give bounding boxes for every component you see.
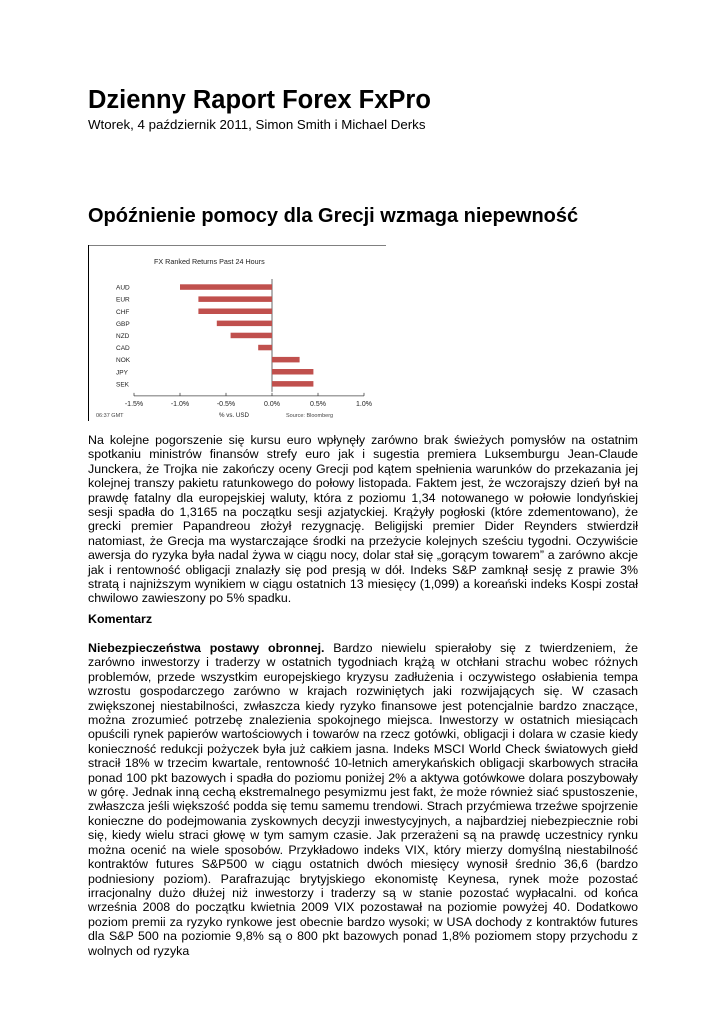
- komentarz-heading: Komentarz: [88, 612, 153, 626]
- bar: [272, 357, 300, 363]
- fx-returns-chart: [88, 245, 388, 421]
- commentary-paragraph: [88, 641, 638, 958]
- bar: [198, 309, 272, 315]
- x-tick-label: 0.0%: [264, 400, 280, 408]
- bar: [258, 345, 272, 351]
- report-title: Dzienny Raport Forex FxPro: [88, 86, 431, 114]
- bar: [231, 333, 272, 339]
- bar: [272, 381, 313, 387]
- intro-paragraph: Na kolejne pogorszenie się kursu euro wpłynęły zarówno brak świeżych pomysłów na ostatnim spotkaniu ministrów finansów strefy euro jak i sugestia premiera Luksemburgu Jean-Claude Junckera, że Trojka nie zakończy oceny Grecji pod kątem spełnienia warunków do przekazania jej kolejnej transzy pakietu ratunkowego do połowy listopada. Faktem jest, że wczorajszy dzień był na prawdę fatalny dla europejskiej waluty, która z poziomu 1,34 notowanego w połowie londyńskiej sesji spadła do 1,3165 na początku sesji azjatyckiej. Krążyły pogłoski (które zdementowano), że grecki premier Papandreou złożył rezygnację. Beligijski premier Dider Reynders stwierdził natomiast, że Grecja ma wystarczające środki na przeżycie kolejnych sześciu tygodni. Oczywiście awersja do ryzyka była nadal żywa w ciągu nocy, dolar stał się „gorącym towarem” a zarówno akcje jak i rentowność obligacji znalazły się pod presją w dół. Indeks S&P zamknął sesję z prawie 3% stratą i najniższym wynikiem w ciągu ostatnich 13 miesięcy (1,099) a koreański indeks Kospi został chwilowo zawieszony po 5% spadku.: [88, 433, 638, 606]
- x-tick-label: 0.5%: [310, 400, 326, 408]
- x-tick-label: -1.5%: [124, 400, 144, 408]
- x-tick-label: -1.0%: [170, 400, 190, 408]
- chart-source: Source: Bloomberg: [286, 412, 334, 419]
- x-tick-label: -0.5%: [216, 400, 236, 408]
- chart-title: FX Ranked Returns Past 24 Hours: [154, 257, 265, 266]
- bar: [217, 321, 272, 327]
- commentary-body: Bardzo niewielu spierałoby się z twierdzeniem, że zarówno inwestorzy i traderzy w ostatnich tygodniach krążą w otchłani strachu wobec różnych problemów, przede wszystkim europejskiego kryzysu zadłużenia i oczywistego osłabienia tempa wzrostu gospodarczego zarówno w krajach rozwiniętych jaki rozwijających się. W czasach zwiększonej niestabilności, zwłaszcza kiedy ryzyko finansowe jest potencjalnie bardzo znaczące, można zrozumieć potrzebę znalezienia spokojnego miejsca. Inwestorzy w ostatnich miesiącach opuścili rynek papierów wartościowych i towarów na rzecz gotówki, obligacji i dolara w czasie kiedy konieczność redukcji pożyczek była już całkiem jasna. Indeks MSCI World Check światowych giełd stracił 18% w trzecim kwartale, rentowność 10-letnich amerykańskich obligacji skarbowych straciła ponad 100 pkt bazowych i spadła do poziomu poniżej 2% a aktywa gotówkowe dolara poszybowały w górę. Jednak inną cechą ekstremalnego pesymizmu jest fakt, że może również siać spustoszenie, zwłaszcza jeśli większość podda się temu samemu trendowi. Strach przyćmiewa trzeźwe spojrzenie konieczne do podejmowania zyskownych decyzji inwestycyjnych, a najbardziej niebezpiecznie robi się, kiedy wielu straci głowę w tym samym czasie. Jak przerażeni są na prawdę uczestnicy rynku można ocenić na wiele sposobów. Przykładowo indeks VIX, który mierzy domyślną niestabilność kontraktów futures S&P500 w ciągu ostatnich dwóch miesięcy wynosił średnio 36,6 (bardzo podniesiony poziom). Parafrazując brytyjskiego ekonomistę Keynesa, rynek może pozostać irracjonalny dużo dłużej niż inwestorzy i traderzy są w stanie pozostać wypłacalni. od końca września 2008 do początku kwietnia 2009 VIX pozostawał na poziomie powyżej 40. Dodatkowo poziom premii za ryzyko rynkowe jest obecnie bardzo wysoki; w USA dochody z kontraktów futures dla S&P 500 na poziomie 9,8% są o 800 pkt bazowych ponad 1,8% poziomem stopy przychodu z wolnych od ryzyka: [88, 641, 638, 958]
- bar: [180, 284, 272, 290]
- category-label: AUD: [116, 284, 130, 292]
- bar: [272, 369, 313, 375]
- commentary-lead: Niebezpieczeństwa postawy obronnej.: [88, 641, 325, 655]
- category-label: GBP: [116, 320, 130, 328]
- fx-returns-chart-svg: [88, 245, 388, 421]
- category-label: SEK: [116, 381, 130, 389]
- bar: [198, 296, 272, 302]
- category-label: NZD: [116, 332, 130, 340]
- category-label: EUR: [116, 296, 130, 304]
- chart-timestamp: 06:37 GMT: [96, 412, 124, 419]
- report-date-authors: Wtorek, 4 październik 2011, Simon Smith i Michael Derks: [88, 117, 426, 132]
- x-axis-label: % vs. USD: [219, 411, 249, 419]
- category-label: JPY: [116, 369, 128, 377]
- category-label: CAD: [116, 345, 130, 353]
- article-heading: Opóźnienie pomocy dla Grecji wzmaga niepewność: [88, 205, 579, 227]
- x-tick-label: 1.0%: [356, 400, 372, 408]
- category-label: CHF: [116, 308, 130, 316]
- category-label: NOK: [116, 357, 131, 365]
